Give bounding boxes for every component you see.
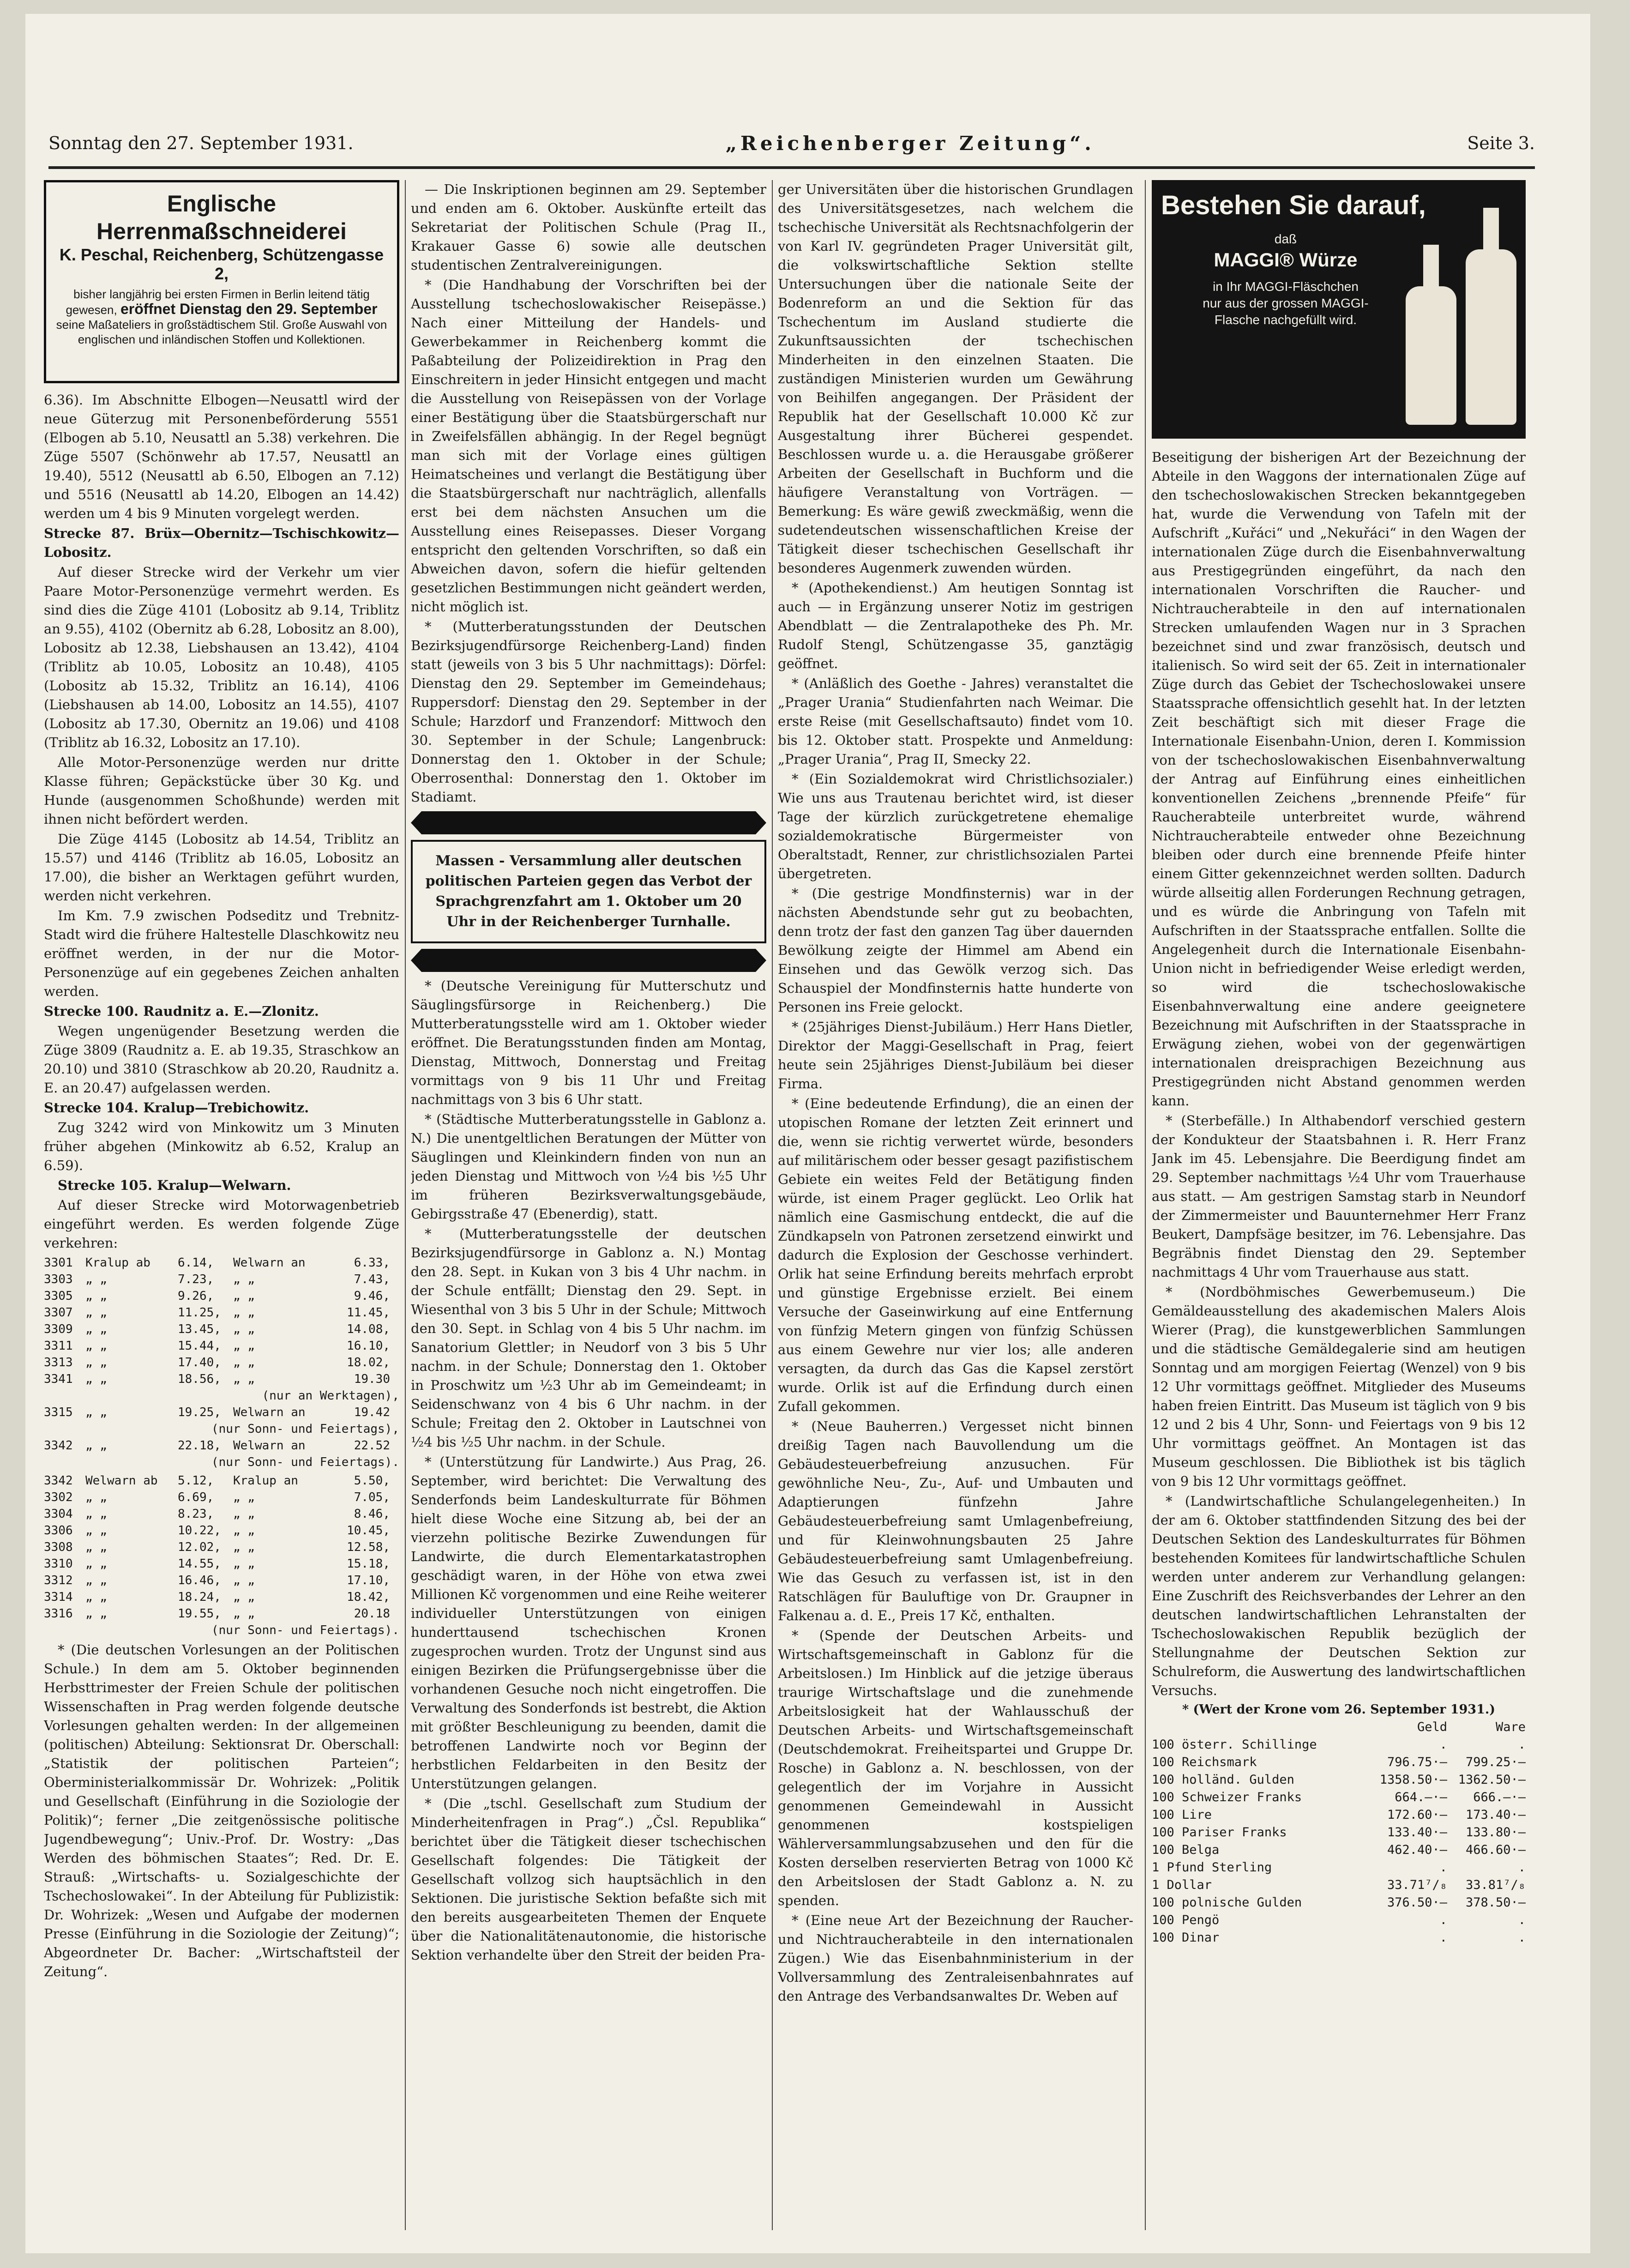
- arrival-time: 20.18: [354, 1607, 390, 1621]
- section-heading: Strecke 104. Kralup—Trebichowitz.: [44, 1100, 309, 1116]
- article-paragraph: * (Die „tschl. Gesellschaft zum Studium der Minderheitenfragen in Prag“.) „Čsl. Republika“ berichtet über die Tätigkeit dieser tschechischen Gesellschaft folgendes: Die Tätigkeit der Gesellschaft vollzog sich hauptsächlich in den Sektionen. Die juristische Sektion befaßte sich mit den bereits ausgearbeiteten Themen der Enquete über die Nationalitätenautonomie, die historische Sektion verhandelte über den Streit der beiden Pra-: [411, 1796, 766, 1963]
- schedule-row: [44, 1589, 399, 1605]
- geld-value: 133.40·—: [1387, 1825, 1447, 1840]
- arrival-station: Welwarn an: [233, 1439, 306, 1453]
- arrival-time: 19.30: [354, 1372, 390, 1386]
- geld-value: .: [1439, 1930, 1447, 1945]
- ware-value: 666.—·—: [1473, 1790, 1526, 1804]
- schedule-row: [44, 1255, 399, 1271]
- schedule-row: [44, 1354, 399, 1371]
- arrival-station: „ „: [233, 1306, 255, 1320]
- departure-time: 7.23,: [178, 1273, 214, 1286]
- maggi-ad-small: daß: [1274, 232, 1297, 246]
- schedule-row: [44, 1539, 399, 1556]
- article-paragraph: * (Ein Sozialdemokrat wird Christlichsozialer.) Wie uns aus Trautenau berichtet wird, ist dieser Tage der kürzlich zurückgetretene ehemalige sozialdemokratische Bürgermeister von Oberaltstadt, Renner, zur christlichsozialen Partei übergetreten.: [778, 771, 1133, 881]
- departure-time: 18.56,: [178, 1372, 221, 1386]
- departure-time: 9.26,: [178, 1289, 214, 1303]
- arrival-station: „ „: [233, 1507, 255, 1521]
- departure-time: 13.45,: [178, 1322, 221, 1336]
- article-paragraph: * (Sterbefälle.) In Althabendorf verschied gestern der Kondukteur der Staatsbahnen i. R. Herr Franz Jank im 45. Lebensjahre. Die Beerdigung findet am 29. September nachmittags ½4 Uhr vom Trauerhause aus statt. — Am gestrigen Samstag starb in Neundorf der Zimmermeister und Bauunternehmer Herr Franz Beukert, Dampfsäge besitzer, im 76. Lebensjahre. Das Begräbnis findet Dienstag den 29. September nachmittags 4 Uhr vom Trauerhause aus statt.: [1152, 1113, 1526, 1280]
- train-number: 3342: [44, 1474, 73, 1488]
- departure-time: 15.44,: [178, 1339, 221, 1353]
- arrival-time: 16.10,: [347, 1339, 390, 1353]
- exchange-rate-row: [1152, 1876, 1526, 1894]
- departure-time: 6.69,: [178, 1490, 214, 1504]
- arrival-time: 5.50,: [354, 1474, 390, 1488]
- schedule-row: [44, 1472, 399, 1489]
- article-paragraph: Alle Motor-Personenzüge werden nur dritte Klasse führen; Gepäckstücke über 30 Kg. und Hunde (ausgenommen Schoßhunde) werden mit ihnen nicht befördert werden.: [44, 754, 399, 827]
- column-header-ware: Ware: [1495, 1720, 1526, 1734]
- arrival-time: 6.33,: [354, 1256, 390, 1270]
- schedule-row: [44, 1489, 399, 1506]
- header-rule: [48, 166, 1535, 169]
- tailor-ad-text-2: seine Maßateliers in großstädtischem Stil. Große Auswahl von englischen und inländischen Stoffen und Kollektionen.: [56, 318, 387, 346]
- schedule-row: [44, 1437, 399, 1454]
- column-separator: [405, 180, 406, 2230]
- geld-value: .: [1439, 1737, 1447, 1752]
- schedule-row: [44, 1404, 399, 1421]
- exchange-rate-row: [1152, 1789, 1526, 1806]
- ware-value: 799.25·—: [1465, 1755, 1526, 1769]
- departure-station: „ „: [85, 1322, 107, 1336]
- ware-value: .: [1518, 1930, 1526, 1945]
- article-paragraph: * (Städtische Mutterberatungsstelle in Gablonz a. N.) Die unentgeltlichen Beratungen der Mütter von Säuglingen und Kleinkindern finden von nun an jeden Dienstag und Mittwoch von ½4 bis ½5 Uhr im früheren Bezirksverwaltungsgebäude, Gebirgsstraße 47 (Ebenerdig), statt.: [411, 1111, 766, 1222]
- currency: 100 Reichsmark: [1152, 1755, 1257, 1769]
- currency: 100 holländ. Gulden: [1152, 1773, 1294, 1787]
- section-heading: Strecke 100. Raudnitz a. E.—Zlonitz.: [44, 1003, 319, 1019]
- arrival-time: 9.46,: [354, 1289, 390, 1303]
- tailor-ad-headline: Englische Herrenmaßschneiderei: [96, 191, 347, 244]
- departure-station: „ „: [85, 1557, 107, 1571]
- article-paragraph: — Die Inskriptionen beginnen am 29. September und enden am 6. Oktober. Auskünfte erteilt das Sekretariat der Politischen Schule (Prag II., Krakauer Gasse 6) sowie alle deutschen studentischen Zentralvereinigungen.: [411, 181, 766, 273]
- exchange-rate-row: [1152, 1894, 1526, 1912]
- departure-time: 17.40,: [178, 1356, 221, 1369]
- arrival-time: 14.08,: [347, 1322, 390, 1336]
- maggi-ad-line: Flasche nachgefüllt wird.: [1214, 313, 1357, 327]
- article-paragraph: * (Mutterberatungsstunden der Deutschen Bezirksjugendfürsorge Reichenberg-Land) finden statt (jeweils von 3 bis 5 Uhr nachmittags): Dörfel: Dienstag den 29. September im Gemeindehaus; Ruppersdorf: Dienstag den 29. September in der Schule; Harzdorf und Franzendorf: Mittwoch den 30. September in der Schule; Langenbruck: Donnerstag den 1. Oktober in der Schule; Oberrosenthal: Donnerstag den 1. Oktober im Stadiamt.: [411, 619, 766, 805]
- train-number: 3311: [44, 1339, 73, 1353]
- tailor-ad-opening: eröffnet Dienstag den 29. September: [120, 301, 378, 317]
- arrival-time: 7.43,: [354, 1273, 390, 1286]
- geld-value: 462.40·—: [1387, 1843, 1447, 1857]
- train-number: 3306: [44, 1524, 73, 1538]
- ware-value: .: [1518, 1860, 1526, 1875]
- schedule-row: [44, 1338, 399, 1354]
- arrival-station: „ „: [233, 1590, 255, 1604]
- departure-station: „ „: [85, 1405, 107, 1419]
- arrival-station: „ „: [233, 1540, 255, 1554]
- departure-station: „ „: [85, 1490, 107, 1504]
- currency: 100 Dinar: [1152, 1930, 1220, 1945]
- exchange-rate-header: [1152, 1719, 1526, 1736]
- train-number: 3342: [44, 1439, 73, 1453]
- ware-value: 33.81⁷/₈: [1465, 1878, 1526, 1892]
- schedule-row: [44, 1371, 399, 1387]
- departure-time: 12.02,: [178, 1540, 221, 1554]
- banner-top-ornament: [411, 811, 766, 834]
- article-paragraph: * (Anläßlich des Goethe - Jahres) veranstaltet die „Prager Urania“ Studienfahrten nach Weimar. Die erste Reise (mit Gesellschaftsauto) findet vom 10. bis 12. Oktober statt. Prospekte und Anmeldung: „Prager Urania“, Prag II, Smecky 22.: [778, 676, 1133, 767]
- geld-value: 376.50·—: [1387, 1895, 1447, 1910]
- tailor-advertisement: [44, 180, 399, 383]
- article-paragraph: * (Die Handhabung der Vorschriften bei der Ausstellung tschechoslowakischer Reisepässe.) Nach einer Mitteilung der Handels- und Gewerbekammer in Reichenberg kommt die Paßabteilung der Polizeidirektion in Prag den Einschreitern in jeder Hinsicht entgegen und macht die Ausstellung von Reisepässen von der Vorlage einer Bestätigung über die Staatsbürgerschaft nur in Zweifelsfällen abhängig. In der Regel begnügt man sich mit der Vorlage eines gültigen Heimatscheines und verlangt die Bestätigung über die Staatsbürgerschaft nur nachträglich, allenfalls erst bei dem nächsten Ansuchen um die Ausstellung eines Reisepasses. Dieser Vorgang entspricht den geltenden Vorschriften, so daß ein Abweichen davon, sofern die hiefür geltenden gesetzlichen Bestimmungen nicht geändert werden, nicht möglich ist.: [411, 277, 766, 615]
- arrival-station: „ „: [233, 1289, 255, 1303]
- train-number: 3314: [44, 1590, 73, 1604]
- departure-time: 14.55,: [178, 1557, 221, 1571]
- train-number: 3303: [44, 1273, 73, 1286]
- arrival-station: „ „: [233, 1322, 255, 1336]
- departure-time: 19.55,: [178, 1607, 221, 1621]
- article-paragraph: 6.36). Im Abschnitte Elbogen—Neusattl wird der neue Güterzug mit Personenbeförderung 5551 (Elbogen ab 5.10, Neusattl an 5.38) verkehren. Die Züge 5507 (Schönwehr ab 17.57, Neusattl an 19.40), 5512 (Neusattl ab 6.50, Elbogen an 7.12) und 5516 (Neusattl ab 14.20, Elbogen an 14.42) werden um 4 bis 9 Minuten vorgelegt werden.: [44, 392, 399, 521]
- article-paragraph: Wegen ungenügender Besetzung werden die Züge 3809 (Raudnitz a. E. ab 19.35, Straschkow an 20.10) und 3810 (Straschkow ab 20.20, Raudnitz a. E. an 20.47) aufgelassen werden.: [44, 1023, 399, 1096]
- schedule-note: (nur Sonn- und Feiertags),: [211, 1422, 399, 1436]
- exchange-rate-row: [1152, 1754, 1526, 1771]
- maggi-ad-headline: Bestehen Sie darauf,: [1161, 190, 1426, 220]
- departure-time: 8.23,: [178, 1507, 214, 1521]
- article-paragraph: * (Apothekendienst.) Am heutigen Sonntag ist auch — in Ergänzung unserer Notiz im gestrigen Abendblatt — die Zentralapotheke des Ph. Mr. Rudolf Stengl, Schützengasse 35, ganztägig geöffnet.: [778, 580, 1133, 671]
- train-number: 3301: [44, 1256, 73, 1270]
- currency: 100 Pariser Franks: [1152, 1825, 1287, 1840]
- departure-time: 19.25,: [178, 1405, 221, 1419]
- maggi-ad-line: nur aus der grossen MAGGI-: [1203, 296, 1369, 310]
- page-number: Seite 3.: [1467, 133, 1535, 153]
- article-paragraph: * (Landwirtschaftliche Schulangelegenheiten.) In der am 6. Oktober stattfindenden Sitzung des bei der Deutschen Sektion des Landeskulturrates für Böhmen bestehenden Komitees für landwirtschaftliche Schulen werden unter anderem zur Verhandlung gelangen: Eine Zuschrift des Reichsverbandes der Lehrer an den deutschen landwirtschaftlichen Lehranstalten der Tschechoslowakischen Republik bezüglich der Stellungnahme der Deutschen Sektion zur Schulreform, die Auswertung des landwirtschaftlichen Versuchs.: [1152, 1493, 1526, 1698]
- arrival-time: 10.45,: [347, 1524, 390, 1538]
- ware-value: 466.60·—: [1465, 1843, 1526, 1857]
- article-paragraph: Zug 3242 wird von Minkowitz um 3 Minuten früher abgehen (Minkowitz ab 6.52, Kralup an 6.59).: [44, 1120, 399, 1173]
- geld-value: 172.60·—: [1387, 1808, 1447, 1822]
- currency: 100 Pengö: [1152, 1913, 1220, 1927]
- exchange-rate-row: [1152, 1929, 1526, 1947]
- ware-value: 133.80·—: [1465, 1825, 1526, 1840]
- exchange-rate-row: [1152, 1912, 1526, 1929]
- geld-value: .: [1439, 1860, 1447, 1875]
- arrival-station: „ „: [233, 1574, 255, 1587]
- column-4: [1152, 180, 1526, 2230]
- geld-value: 796.75·—: [1387, 1755, 1447, 1769]
- departure-station: „ „: [85, 1507, 107, 1521]
- arrival-station: Welwarn an: [233, 1256, 306, 1270]
- exchange-rate-table: [1152, 1701, 1526, 1947]
- schedule-row: [44, 1522, 399, 1539]
- arrival-station: „ „: [233, 1607, 255, 1621]
- schedule-note: (nur Sonn- und Feiertags).: [211, 1623, 399, 1637]
- page-header: [48, 129, 1535, 157]
- departure-time: 16.46,: [178, 1574, 221, 1587]
- maggi-ad-line: in Ihr MAGGI-Fläschchen: [1213, 279, 1359, 294]
- exchange-rate-title: * (Wert der Krone vom 26. September 1931.): [1182, 1702, 1496, 1717]
- currency: 100 Belga: [1152, 1843, 1220, 1857]
- ware-value: 378.50·—: [1465, 1895, 1526, 1910]
- departure-time: 18.24,: [178, 1590, 221, 1604]
- arrival-time: 22.52: [354, 1439, 390, 1453]
- schedule-row: [44, 1304, 399, 1321]
- arrival-station: Welwarn an: [233, 1405, 306, 1419]
- currency: 1 Pfund Sterling: [1152, 1860, 1272, 1875]
- arrival-station: „ „: [233, 1356, 255, 1369]
- arrival-time: 8.46,: [354, 1507, 390, 1521]
- geld-value: 33.71⁷/₈: [1387, 1878, 1447, 1892]
- article-paragraph: * (Spende der Deutschen Arbeits- und Wirtschaftsgemeinschaft in Gablonz für die Arbeitslosen.) Im Hinblick auf die jetzige überaus traurige Wirtschaftslage und die zunehmende Arbeitslosigkeit hat der Wahlausschuß der Deutschen Arbeits- und Wirtschaftsgemeinschaft (Deutschdemokrat. Freiheitspartei und Gruppe Dr. Rosche) in Gablonz a. N. beschlossen, von der gelegentlich der im Vorjahre in Aussicht genommenen Gemeindewahl in Aussicht genommenen kostspieligen Wählerversammlungsabzusehen und den für die Kosten derselben reservierten Betrag von 1000 Kč den Arbeitslosen der Stadt Gablonz a. N. zu spenden.: [778, 1628, 1133, 1908]
- departure-station: „ „: [85, 1574, 107, 1587]
- arrival-station: „ „: [233, 1273, 255, 1286]
- departure-station: „ „: [85, 1289, 107, 1303]
- article-paragraph: * (Deutsche Vereinigung für Mutterschutz und Säuglingsfürsorge in Reichenberg.) Die Mutterberatungsstelle wird am 1. Oktober wieder eröffnet. Die Beratungsstunden finden am Montag, Dienstag, Mittwoch, Donnerstag und Freitag vormittags von 9 bis 11 Uhr und Freitag nachmittags von 3 bis 6 Uhr statt.: [411, 978, 766, 1107]
- schedule-note: (nur Sonn- und Feiertags).: [211, 1455, 399, 1469]
- train-schedule: [44, 1472, 399, 1639]
- train-number: 3308: [44, 1540, 73, 1554]
- schedule-row: [44, 1506, 399, 1522]
- train-number: 3307: [44, 1306, 73, 1320]
- departure-station: „ „: [85, 1439, 107, 1453]
- train-number: 3304: [44, 1507, 73, 1521]
- arrival-time: 18.02,: [347, 1356, 390, 1369]
- article-paragraph: * (Eine bedeutende Erfindung), die an einen der utopischen Romane der letzten Zeit erinnert und die, wenn sie richtig verwertet würde, besonders auf militärischem oder besser gesagt pazifistischem Gebiete ein weites Feld der Betätigung finden würde, ist einem Prager geglückt. Leo Orlik hat nämlich eine Gasmischung entdeckt, die auf die Zündkapseln von Patronen zersetzend einwirkt und dadurch die Explosion der Geschosse verhindert. Orlik hat seine Erfindung bereits mehrfach erprobt und günstige Ergebnisse erzielt. Bei einem Versuche der Gaseinwirkung auf eine Entfernung von fünfzig Metern gingen von fünfzig Schüssen aus einem Gewehre nur vier los; alle anderen versagten, da durch das Gas die Kapsel zerstört wurde. Orlik ist auf die Erfindung durch einen Zufall gekommen.: [778, 1096, 1133, 1414]
- ware-value: .: [1518, 1913, 1526, 1927]
- article-paragraph: * (25jähriges Dienst-Jubiläum.) Herr Hans Dietler, Direktor der Maggi-Gesellschaft in Prag, feiert heute sein 25jähriges Dienst-Jubiläum bei dieser Firma.: [778, 1019, 1133, 1092]
- article-paragraph: * (Eine neue Art der Bezeichnung der Raucher- und Nichtraucherabteile in den internationalen Zügen.) Wie das Eisenbahnministerium in der Vollversammlung des Zentraleisenbahnrates auf den Antrage des Verbandsanwaltes Dr. Weben auf: [778, 1912, 1133, 2004]
- article-paragraph: * (Nordböhmisches Gewerbemuseum.) Die Gemäldeausstellung des akademischen Malers Alois Wierer (Prag), die kunstgewerblichen Sammlungen und die städtische Gemäldegalerie sind am heutigen Sonntag und am morgigen Feiertag (Wenzel) von 9 bis 12 Uhr vormittags geöffnet. Mitglieder des Museums haben freien Eintritt. Das Museum ist täglich von 9 bis 12 und 2 bis 4 Uhr, Sonn- und Feiertags von 9 bis 12 Uhr vormittags geöffnet. An Montagen ist das Museum geschlossen. Die Bibliothek ist bis täglich von 9 bis 12 Uhr vormittags geöffnet.: [1152, 1284, 1526, 1489]
- rally-announcement: Massen - Versammlung aller deutschen politischen Parteien gegen das Verbot der Sprachgrenzfahrt am 1. Oktober um 20 Uhr in der Reichenberger Turnhalle.: [411, 840, 766, 943]
- departure-time: 5.12,: [178, 1474, 214, 1488]
- arrival-time: 12.58,: [347, 1540, 390, 1554]
- departure-station: „ „: [85, 1540, 107, 1554]
- arrival-time: 15.18,: [347, 1557, 390, 1571]
- maggi-bottle-large-image: [1466, 249, 1516, 425]
- article-paragraph: Auf dieser Strecke wird der Verkehr um vier Paare Motor-Personenzüge vermehrt werden. Es sind dies die Züge 4101 (Lobositz ab 9.14, Triblitz an 9.55), 4102 (Obernitz ab 6.28, Lobositz an 8.00), Lobositz ab 12.38, Liebshausen an 13.42), 4104 (Triblitz ab 10.05, Lobositz an 10.48), 4105 (Lobositz ab 15.32, Triblitz an 16.14), 4106 (Liebshausen ab 14.00, Lobositz an 14.55), 4107 (Lobositz ab 17.30, Obernitz an 19.06) und 4108 (Triblitz ab 16.32, Lobositz an 17.10).: [44, 564, 399, 750]
- article-paragraph: Die Züge 4145 (Lobositz ab 14.54, Triblitz an 15.57) und 4146 (Triblitz ab 16.05, Lobositz an 17.00), die bisher an Werktagen geführt wurden, werden nicht verkehren.: [44, 831, 399, 904]
- tailor-ad-text: bisher langjährig bei ersten Firmen in Berlin leitend tätig gewesen,: [66, 287, 370, 317]
- departure-station: „ „: [85, 1607, 107, 1621]
- schedule-row: [44, 1556, 399, 1572]
- arrival-station: „ „: [233, 1557, 255, 1571]
- schedule-row: [44, 1605, 399, 1622]
- arrival-station: „ „: [233, 1339, 255, 1353]
- exchange-rate-row: [1152, 1841, 1526, 1859]
- train-number: 3309: [44, 1322, 73, 1336]
- column-header-geld: Geld: [1417, 1720, 1447, 1734]
- train-number: 3305: [44, 1289, 73, 1303]
- newspaper-page: [25, 14, 1590, 2253]
- article-paragraph: * (Unterstützung für Landwirte.) Aus Prag, 26. September, wird berichtet: Die Verwaltung des Senderfonds beim Landeskulturrate für Böhmen hielt diese Woche eine Sitzung ab, bei der an vierzehn politische Bezirke Zuwendungen für Landwirte, die durch Elementarkatastrophen geschädigt waren, in der Höhe von etwa zwei Millionen Kč vorgenommen und eine Reihe weiterer individueller Unterstützungen von einigen hunderttausend tschechischen Kronen zugesprochen wurden. Trotz der Ungunst sind aus einigen Bezirken die Prüfungsergebnisse über die vorhandenen Gesuche noch nicht eingetroffen. Die Verwaltung des Sonderfonds ist bestrebt, die Aktion mit größter Beschleunigung zu beenden, damit die betroffenen Landwirte noch vor Beginn der herbstlichen Feldarbeiten in den Besitz der Unterstützungen gelangen.: [411, 1454, 766, 1791]
- newspaper-title: „Reichenberger Zeitung“.: [725, 132, 1095, 155]
- departure-time: 11.25,: [178, 1306, 221, 1320]
- departure-time: 6.14,: [178, 1256, 214, 1270]
- departure-station: „ „: [85, 1356, 107, 1369]
- departure-station: „ „: [85, 1306, 107, 1320]
- column-2: [411, 180, 766, 2230]
- currency: 100 Lire: [1152, 1808, 1212, 1822]
- article-paragraph: ger Universitäten über die historischen Grundlagen des Universitätsgesetzes, nach welchem die tschechische Universität als Rechtsnachfolgerin der von Karl IV. gegründeten Prager Universität gilt, die volkswirtschaftliche Sektion stellte Untersuchungen über die nationale Seite der Bodenreform an und die Sektion für das Tschechentum im Ausland studierte die Zukunftsaussichten der tschechischen Minderheiten in den einzelnen Staaten. Die zuständigen Ministerien wurden um Gewährung von Beihilfen angegangen. Der Präsident der Republik hat der Gesellschaft 10.000 Kč zur Ausgestaltung ihrer Bücherei gespendet. Beschlossen wurde u. a. die Herausgabe größerer Arbeiten der Gesellschaft in Buchform und die häufigere Veranstaltung von Vorträgen. — Bemerkung: Es wäre gewiß zweckmäßig, wenn die sudetendeutschen wissenschaftlichen Kreise der Tätigkeit dieser tschechischen Gesellschaft ihr besonderes Augenmerk zuwenden würden.: [778, 181, 1133, 576]
- section-heading: Strecke 87. Brüx—Obernitz—Tschischkowitz—Lobositz.: [44, 525, 399, 560]
- article-paragraph: * (Die deutschen Vorlesungen an der Politischen Schule.) In dem am 5. Oktober beginnenden Herbsttrimester der Freien Schule der politischen Wissenschaften in Prag werden folgende deutsche Vorlesungen gehalten werden: In der allgemeinen (politischen) Abteilung: Sektionsrat Dr. Oberschall: „Statistik der politischen Parteien“; Oberministerialkommissär Dr. Wohrizek: „Politik und Gesellschaft (Einführung in die Soziologie der Politik)“; ferner „Die zeitgenössische politische Jugendbewegung“; Univ.-Prof. Dr. Wostry: „Das Werden des böhmischen Staates“; Red. Dr. E. Strauß: „Wirtschafts- u. Sozialgeschichte der Tschechoslowakei“. In der Abteilung für Publizistik: Dr. Wohrizek: „Wesen und Aufgabe der modernen Presse (Einführung in die Soziologie der Zeitung)“; Abgeordneter Dr. Bacher: „Wirtschaftsteil der Zeitung“.: [44, 1642, 399, 1979]
- currency: 1 Dollar: [1152, 1878, 1212, 1892]
- train-number: 3302: [44, 1490, 73, 1504]
- departure-station: Kralup ab: [85, 1256, 150, 1270]
- currency: 100 polnische Gulden: [1152, 1895, 1302, 1910]
- departure-time: 10.22,: [178, 1524, 221, 1538]
- departure-station: Welwarn ab: [85, 1474, 158, 1488]
- column-1: [44, 180, 399, 2230]
- article-paragraph: Auf dieser Strecke wird Motorwagenbetrieb eingeführt werden. Es werden folgende Züge verkehren:: [44, 1197, 399, 1251]
- article-paragraph: Im Km. 7.9 zwischen Podseditz und Trebnitz-Stadt wird die frühere Haltestelle Dlaschkowitz neu eröffnet werden, in der nur die Motor-Personenzüge auf ein gegebenes Zeichen anhalten werden.: [44, 908, 399, 999]
- exchange-rate-row: [1152, 1771, 1526, 1789]
- article-paragraph: Beseitigung der bisherigen Art der Bezeichnung der Abteile in den Waggons der internationalen Züge auf den tschechoslowakischen Strecken bekanntgegeben hat, wurde die Verwendung von Tafeln mit der Aufschrift „Kuřáci“ und „Nekuřáci“ in den Wagen der internationalen Züge durch die Eisenbahnverwaltung aus Prestigegründen eingeführt, da nach den internationalen Vorschriften die Raucher- und Nichtraucherabteile in den auf internationalen Strecken umlaufenden Wagen nur in 3 Sprachen bezeichnet sind und zwar französisch, deutsch und italienisch. So wird seit der 65. Zeit in internationaler Züge durch das Gebiet der Tschechoslowakei unsere Staatssprache offensichtlich gesehlt hat. In der letzten Zeit beschäftigt sich mit dieser Frage die Internationale Eisenbahn-Union, deren I. Kommission von der tschechoslowakischen Eisenbahnverwaltung der Antrag auf Einführung eines einheitlichen konventionellen Zeichens „brennende Pfeife“ für Raucherabteile unterbreitet wurde, während Nichtraucherabteile entweder ohne Bezeichnung bleiben oder durch eine brennende Pfeife hinter einem Gitter gekennzeichnet werden sollten. Dadurch würde allseitig allen Forderungen Rechnung getragen, und es würde die Anbringung von Tafeln mit Aufschriften in der Staatssprache entfallen. Sollte die Angelegenheit durch die Internationale Eisenbahn-Union nicht in befriedigender Weise erledigt werden, so wird die tschechoslowakische Eisenbahnverwaltung eine andere geeignetere Bezeichnung mit Aufschriften in der Staatssprache in Erwägung ziehen, wobei von der gegenwärtigen internationalen dreisprachigen Bezeichnung aus Prestigegründen nicht Abstand genommen werden kann.: [1152, 449, 1526, 1109]
- column-separator: [772, 180, 773, 2230]
- departure-station: „ „: [85, 1524, 107, 1538]
- arrival-time: 19.42: [354, 1405, 390, 1419]
- maggi-advertisement: [1152, 180, 1526, 439]
- geld-value: 1358.50·—: [1379, 1773, 1447, 1787]
- arrival-station: „ „: [233, 1372, 255, 1386]
- geld-value: 664.—·—: [1395, 1790, 1447, 1804]
- arrival-station: Kralup an: [233, 1474, 298, 1488]
- train-number: 3310: [44, 1557, 73, 1571]
- section-heading: Strecke 105. Kralup—Welwarn.: [58, 1177, 291, 1193]
- ware-value: 173.40·—: [1465, 1808, 1526, 1822]
- tailor-ad-address: K. Peschal, Reichenberg, Schützengasse 2,: [59, 245, 384, 283]
- currency: 100 österr. Schillinge: [1152, 1737, 1317, 1752]
- currency: 100 Schweizer Franks: [1152, 1790, 1302, 1804]
- exchange-rate-row: [1152, 1736, 1526, 1754]
- maggi-ad-product: MAGGI® Würze: [1214, 249, 1358, 271]
- exchange-rate-row: [1152, 1824, 1526, 1841]
- schedule-row: [44, 1321, 399, 1338]
- schedule-row: [44, 1288, 399, 1304]
- train-number: 3341: [44, 1372, 73, 1386]
- article-paragraph: * (Die gestrige Mondfinsternis) war in der nächsten Abendstunde sehr gut zu beobachten, denn trotz der fast den ganzen Tag über dauernden Bewölkung zeigte der Himmel am Abend ein Einsehen und das Gewölk verzog sich. Das Schauspiel der Mondfinsternis hatte hunderte von Personen ins Freie gelockt.: [778, 886, 1133, 1015]
- arrival-time: 11.45,: [347, 1306, 390, 1320]
- column-3: [778, 180, 1133, 2230]
- exchange-rate-row: [1152, 1806, 1526, 1824]
- schedule-row: [44, 1572, 399, 1589]
- column-separator: [1145, 180, 1146, 2230]
- arrival-station: „ „: [233, 1490, 255, 1504]
- departure-station: „ „: [85, 1372, 107, 1386]
- ware-value: 1362.50·—: [1458, 1773, 1526, 1787]
- departure-station: „ „: [85, 1339, 107, 1353]
- train-number: 3315: [44, 1405, 73, 1419]
- article-paragraph: * (Neue Bauherren.) Vergesset nicht binnen dreißig Tagen nach Bauvollendung um die Gebäudesteuerbefreiung anzusuchen. Für gewöhnliche Neu-, Zu-, Auf- und Umbauten und Adaptierungen fünfzehn Jahre Gebäudesteuerbefreiung samt Umlagenbefreiung, und für Kleinwohnungsbauten 25 Jahre Gebäudesteuerbefreiung samt Umlagenbefreiung. Wie das Gesuch zu verfassen ist, ist in den Ratschlägen für Bauluftige von Dr. Graupner in Falkenau a. d. E., Preis 17 Kč, enthalten.: [778, 1418, 1133, 1623]
- geld-value: .: [1439, 1913, 1447, 1927]
- train-number: 3313: [44, 1356, 73, 1369]
- departure-station: „ „: [85, 1590, 107, 1604]
- exchange-rate-row: [1152, 1859, 1526, 1876]
- header-date: Sonntag den 27. September 1931.: [48, 133, 354, 153]
- banner-bottom-ornament: [411, 949, 766, 972]
- arrival-time: 7.05,: [354, 1490, 390, 1504]
- arrival-time: 18.42,: [347, 1590, 390, 1604]
- train-number: 3312: [44, 1574, 73, 1587]
- ware-value: .: [1518, 1737, 1526, 1752]
- arrival-station: „ „: [233, 1524, 255, 1538]
- article-paragraph: * (Mutterberatungsstelle der deutschen Bezirksjugendfürsorge in Gablonz a. N.) Montag den 28. Sept. in Kukan von 3 bis 4 Uhr nachm. in der Schule entfällt; Dienstag den 29. Sept. in Wiesenthal von 3 bis 5 Uhr in der Schule; Mittwoch den 30. Sept. in Schlag von 4 bis 5 Uhr nachm. im Sanatorium Glettler; in Neudorf von 3 bis 5 Uhr nachm. in der Schule; Donnerstag den 1. Oktober in Proschwitz um ½3 Uhr ab im Gemeindeamt; in Seidenschwanz von 4 bis 6 Uhr nachm. in der Schule; Freitag den 2. Oktober in Lautschnei von ½4 bis ½5 Uhr nachm. in der Schule.: [411, 1226, 766, 1450]
- schedule-note: (nur an Werktagen),: [262, 1389, 399, 1403]
- maggi-bottle-small-image: [1406, 286, 1456, 425]
- departure-station: „ „: [85, 1273, 107, 1286]
- departure-time: 22.18,: [178, 1439, 221, 1453]
- schedule-row: [44, 1271, 399, 1288]
- train-schedule: [44, 1255, 399, 1471]
- train-number: 3316: [44, 1607, 73, 1621]
- arrival-time: 17.10,: [347, 1574, 390, 1587]
